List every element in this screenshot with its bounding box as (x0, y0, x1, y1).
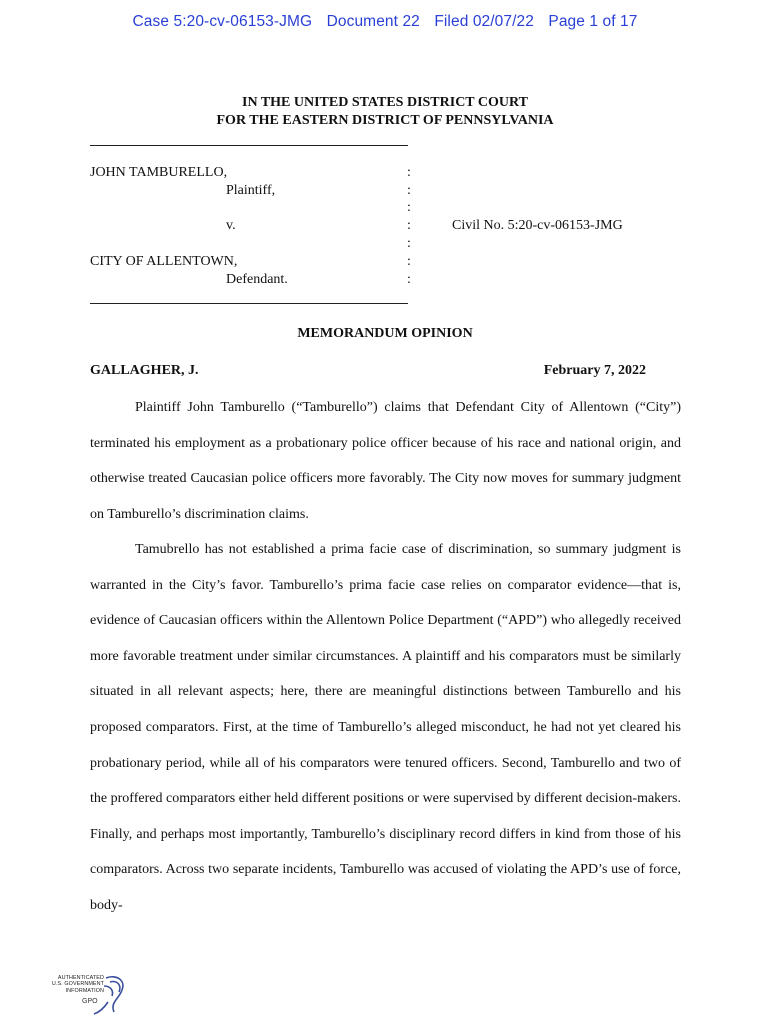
filed-date: Filed 02/07/22 (434, 13, 534, 30)
paragraph-text: Plaintiff John Tamburello (“Tamburello”) claims that Defendant City of Allentown (“City”) terminated his employment as a probationary police officer because of his race and national origin, and otherwise treated Caucasian police officers more favorably. The City now moves for summary judgment on Tamburello’s discrimination claims. (90, 400, 681, 522)
plaintiff-role: Plaintiff, (226, 183, 276, 198)
gpo-label (44, 975, 104, 994)
caption-top-rule (90, 145, 408, 146)
plaintiff-name: JOHN TAMBURELLO, (90, 165, 228, 180)
court-line-2: FOR THE EASTERN DISTRICT OF PENNSYLVANIA (216, 113, 554, 128)
caption-colon: : (407, 272, 411, 287)
caption-colon: : (407, 236, 411, 251)
body-paragraph-2 (90, 532, 681, 924)
gpo-abbreviation: GPO (82, 998, 98, 1005)
body-paragraph-1 (90, 390, 681, 532)
page-indicator: Page 1 of 17 (548, 13, 638, 30)
defendant-role: Defendant. (226, 272, 288, 287)
judge-name: GALLAGHER, J. (90, 363, 199, 378)
case-number: Case 5:20-cv-06153-JMG (132, 13, 313, 30)
memorandum-title: MEMORANDUM OPINION (297, 326, 473, 341)
caption-colon: : (407, 254, 411, 269)
gpo-line-3: INFORMATION (65, 987, 104, 994)
civil-number: Civil No. 5:20-cv-06153-JMG (452, 218, 623, 233)
ecf-header (0, 13, 770, 31)
paragraph-text: Tamubrello has not established a prima facie case of discrimination, so summary judgment is warranted in the City’s favor. Tamburello’s prima facie case relies on comparator evidence—that is, evidence of Caucasian officers within the Allentown Police Department (“APD”) who allegedly received more favorable treatment under similar circumstances. A plaintiff and his comparators must be similarly situated in all relevant aspects; here, there are meaningful distinctions between Tamburello and his proposed comparators. First, at the time of Tamburello’s alleged misconduct, he had not yet cleared his probationary period, while all of his comparators were tenured officers. Second, Tamburello and two of the proffered comparators either held different positions or were supervised by different decision-makers. Finally, and perhaps most importantly, Tamburello’s disciplinary record differs in kind from those of his comparators. Across two separate incidents, Tamburello was accused of violating the APD’s use of force, body- (90, 542, 681, 913)
defendant-name: CITY OF ALLENTOWN, (90, 254, 238, 269)
versus-label: v. (226, 218, 236, 233)
document-number: Document 22 (326, 13, 420, 30)
caption-colon: : (407, 218, 411, 233)
caption-colon: : (407, 200, 411, 215)
court-heading (0, 94, 770, 130)
court-line-1: IN THE UNITED STATES DISTRICT COURT (242, 95, 528, 110)
gpo-line-2: U.S. GOVERNMENT (51, 981, 104, 988)
caption-colon: : (407, 165, 411, 180)
caption-colon: : (407, 183, 411, 198)
caption-bottom-rule (90, 303, 408, 304)
opinion-date: February 7, 2022 (543, 363, 646, 378)
gpo-line-1: AUTHENTICATED (57, 975, 104, 981)
